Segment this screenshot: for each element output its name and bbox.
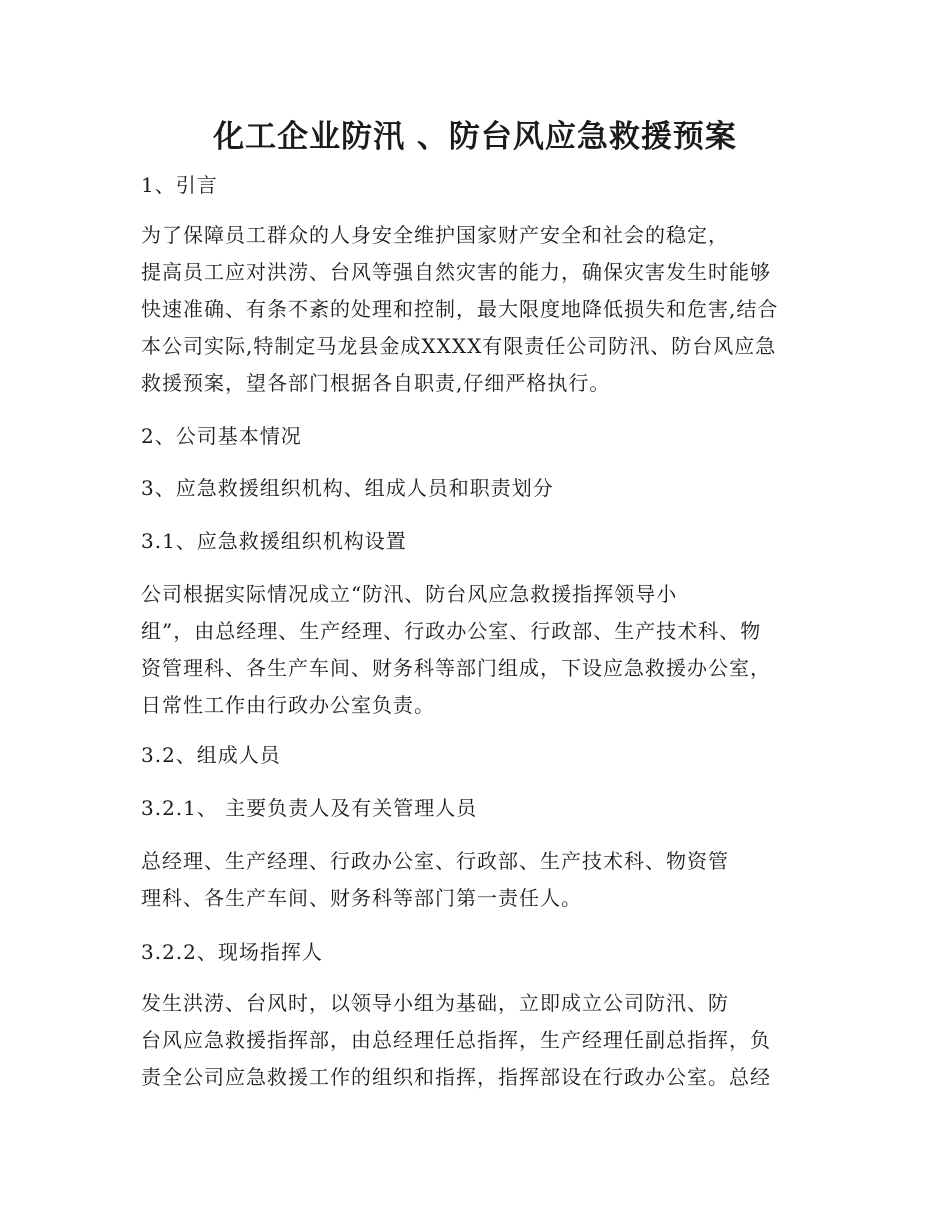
text-line: 快速准确、有条不紊的处理和控制，最大限度地降低损失和危害,结合 (141, 297, 779, 321)
text-line: 3.1、应急救援组织机构设置 (141, 529, 407, 553)
text-line: 日常性工作由行政办公室负责。 (141, 693, 435, 717)
text-line: 3.2.2、现场指挥人 (141, 940, 323, 964)
text-line: 责全公司应急救援工作的组织和指挥，指挥部设在行政办公室。总经 (141, 1065, 771, 1089)
text-line: 理科、各生产车间、财务科等部门第一责任人。 (141, 886, 582, 910)
text-line: 总经理、生产经理、行政办公室、行政部、生产技术科、物资管 (141, 849, 729, 873)
section-heading-organization (141, 470, 811, 507)
section-heading-3-1 (141, 523, 811, 560)
paragraph-responsible-persons (141, 843, 811, 917)
text-line: 组”，由总经理、生产经理、行政办公室、行政部、生产技术科、物 (141, 619, 762, 643)
text-line: 3、应急救援组织机构、组成人员和职责划分 (141, 476, 554, 500)
section-heading-3-2-1 (141, 790, 811, 827)
text-line: 公司根据实际情况成立“防汛、防台风应急救援指挥领导小 (141, 582, 678, 606)
paragraph-introduction (141, 217, 811, 402)
text-line: 本公司实际,特制定马龙县金成XXXX有限责任公司防汛、防台风应急 (141, 334, 777, 358)
text-line: 台风应急救援指挥部，由总经理任总指挥，生产经理任副总指挥，负 (141, 1028, 771, 1052)
text-line: 1、引言 (141, 173, 218, 197)
document-title: 化工企业防汛 、防台风应急救援预案 (213, 119, 737, 155)
text-line: 2、公司基本情况 (141, 424, 302, 448)
text-line: 3.2.1、 主要负责人及有关管理人员 (141, 796, 478, 820)
section-heading-introduction (141, 167, 811, 204)
text-line: 资管理科、各生产车间、财务科等部门组成，下设应急救援办公室， (141, 656, 771, 680)
paragraph-organization-setup (141, 576, 811, 724)
paragraph-field-commander (141, 985, 811, 1096)
text-line: 为了保障员工群众的人身安全维护国家财产安全和社会的稳定， (141, 223, 729, 247)
section-heading-3-2-2 (141, 934, 811, 971)
section-heading-company-info (141, 418, 811, 455)
text-line: 发生洪涝、台风时，以领导小组为基础，立即成立公司防汛、防 (141, 991, 729, 1015)
text-line: 3.2、组成人员 (141, 743, 281, 767)
text-line: 救援预案，望各部门根据各自职责,仔细严格执行。 (141, 371, 611, 395)
text-line: 提高员工应对洪涝、台风等强自然灾害的能力，确保灾害发生时能够 (141, 260, 771, 284)
section-heading-3-2 (141, 737, 811, 774)
